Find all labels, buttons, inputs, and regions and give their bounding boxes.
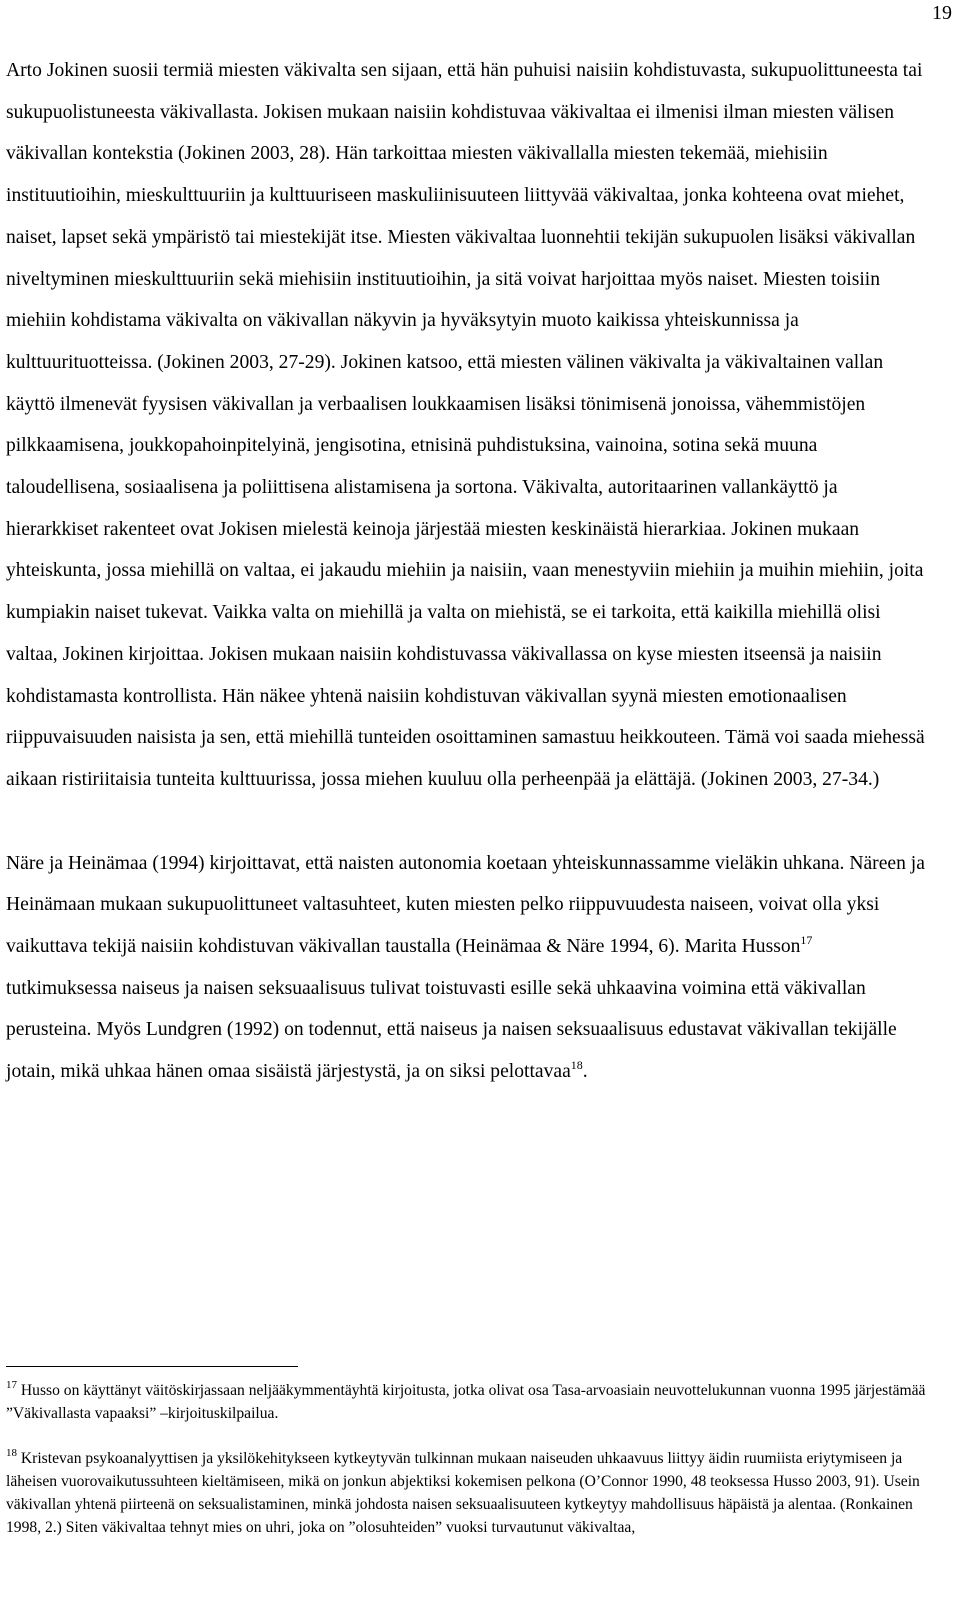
footnote-reference-17[interactable]: 17 [800,933,813,948]
footnote-separator [6,1366,298,1367]
footnotes [6,1379,928,1539]
footnote-text: Husso on käyttänyt väitöskirjassaan neljääkymmentäyhtä kirjoitusta, jotka olivat osa Tasa-arvoasiain neuvottelukunnan vuonna 1995 järjestämää ”Väkivallasta vapaaksi” –kirjoituskilpailua. [6,1382,926,1422]
page-number: 19 [932,2,952,24]
footnote-17 [6,1379,928,1425]
footnote-marker: 17 [6,1379,17,1391]
footnote-18 [6,1447,928,1539]
paragraph-text-part-1: Näre ja Heinämaa (1994) kirjoittavat, että naisten autonomia koetaan yhteiskunnassamme vieläkin uhkana. Näreen ja Heinämaan mukaan sukupuolittuneet valtasuhteet, kuten miesten pelko riippuvuudesta naiseen, voivat olla yksi vaikuttava tekijä naisiin kohdistuvan väkivallan taustalla (Heinämaa & Näre 1994, 6). Marita Husson [6,852,925,958]
body-text [6,50,928,1093]
paragraph-jokinen: Arto Jokinen suosii termiä miesten väkivalta sen sijaan, että hän puhuisi naisiin kohdistuvasta, sukupuolittuneesta tai sukupuolistuneesta väkivallasta. Jokisen mukaan naisiin kohdistuvaa väkivaltaa ei ilmenisi ilman miesten välisen väkivallan kontekstia (Jokinen 2003, 28). Hän tarkoittaa miesten väkivallalla miesten tekemää, miehisiin instituutioihin, mieskulttuuriin ja kulttuuriseen maskuliinisuuteen liittyvää väkivaltaa, jonka kohteena ovat miehet, naiset, lapset sekä ympäristö tai miestekijät itse. Miesten väkivaltaa luonnehtii tekijän sukupuolen lisäksi väkivallan niveltyminen mieskulttuuriin sekä miehisiin instituutioihin, ja sitä voivat harjoittaa myös naiset. Miesten toisiin miehiin kohdistama väkivalta on väkivallan näkyvin ja hyväksytyin muoto kaikissa yhteiskunnissa ja kulttuurituotteissa. (Jokinen 2003, 27-29). Jokinen katsoo, että miesten välinen väkivalta ja väkivaltainen vallan käyttö ilmenevät fyysisen väkivallan ja verbaalisen loukkaamisen lisäksi tönimisenä jonoissa, vähemmistöjen pilkkaamisena, joukkopahoinpitelyinä, jengisotina, etnisinä puhdistuksina, vainoina, sotina sekä muuna taloudellisena, sosiaalisena ja poliittisena alistamisena ja sortona. Väkivalta, autoritaarinen vallankäyttö ja hierarkkiset rakenteet ovat Jokisen mielestä keinoja järjestää miesten keskinäistä hierarkiaa. Jokinen mukaan yhteiskunta, jossa miehillä on valtaa, ei jakaudu miehiin ja naisiin, vaan menestyviin miehiin ja muihin miehiin, joita kumpiakin naiset tukevat. Vaikka valta on miehillä ja valta on miehistä, se ei tarkoita, että kaikilla miehillä olisi valtaa, Jokinen kirjoittaa. Jokisen mukaan naisiin kohdistuvassa väkivallassa on kyse miesten itseensä ja naisiin kohdistamasta kontrollista. Hän näkee yhtenä naisiin kohdistuvan väkivallan syynä miesten emotionaalisen riippuvaisuuden naisista ja sen, että miehillä tunteiden osoittaminen samastuu heikkouteen. Tämä voi saada miehessä aikaan ristiriitaisia tunteita kulttuurissa, jossa miehen kuuluu olla perheenpää ja elättäjä. (Jokinen 2003, 27-34.) [6,60,925,790]
paragraph-nare-heinamaa [6,843,928,1093]
footnote-text: Kristevan psykoanalyyttisen ja yksilökehitykseen kytkeytyvän tulkinnan mukaan naiseuden uhkaavuus liittyy äidin ruumiista eriytymiseen ja läheisen vuorovaikutussuhteen kieltämiseen, mikä on jonkun abjektiksi kokemisen pelkona (O’Connor 1990, 48 teoksessa Husso 2003, 91). Usein väkivallan yhtenä piirteenä on seksualistaminen, minkä johdosta naisen seksuaalisuuteen kytkeytyy mahdollisuus häpäistä ja alentaa. (Ronkainen 1998, 2.) Siten väkivaltaa tehnyt mies on uhri, joka on ”olosuhteiden” vuoksi turvautunut väkivaltaa, [6,1450,920,1536]
footnote-reference-18[interactable]: 18 [570,1058,583,1073]
footnote-marker: 18 [6,1447,17,1459]
paragraph-text-part-2: tutkimuksessa naiseus ja naisen seksuaalisuus tulivat toistuvasti esille sekä uhkaavina voimina että väkivallan perusteina. Myös Lundgren (1992) on todennut, että naiseus ja naisen seksuaalisuus edustavat väkivallan tekijälle jotain, mikä uhkaa hänen omaa sisäistä järjestystä, ja on siksi pelottavaa [6,977,897,1083]
paragraph-text-part-3: . [582,1061,588,1083]
